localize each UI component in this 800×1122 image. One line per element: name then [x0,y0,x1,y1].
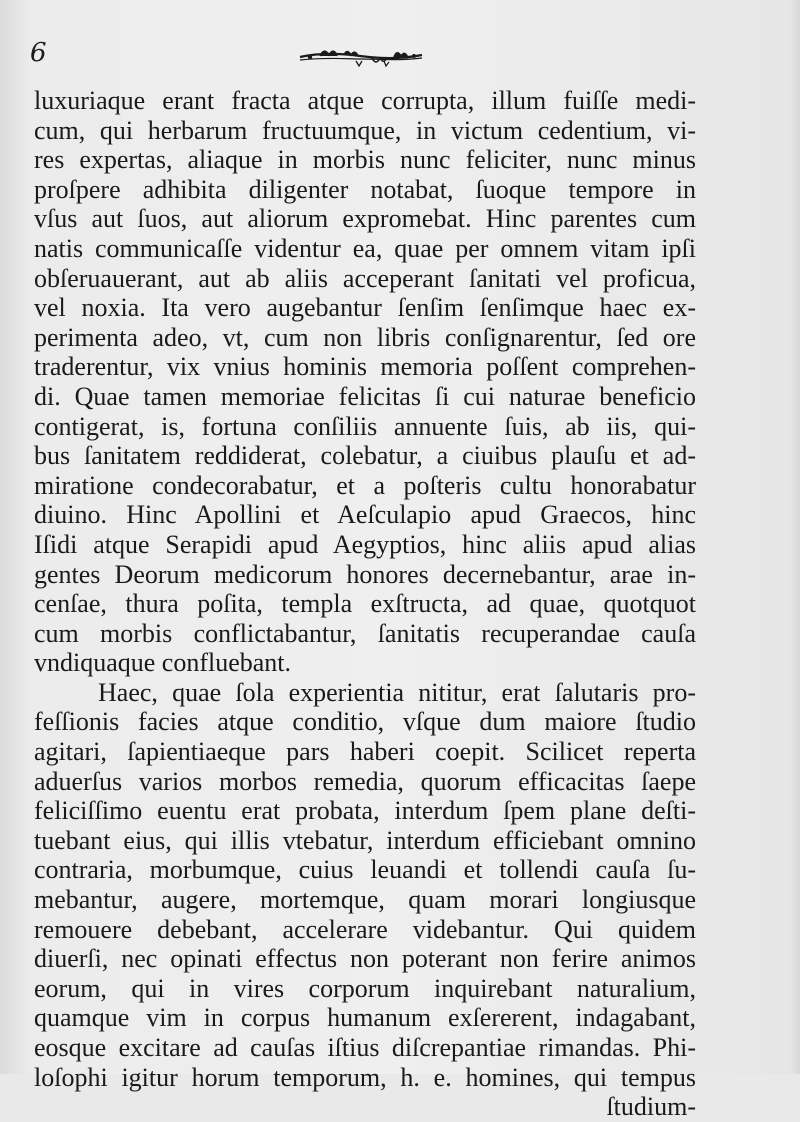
text-line: di. Quae tamen memoriae felicitas ſi cui naturae beneficio [34,381,696,411]
text-line: diuerſi, nec opinati effectus non poterant non ferire animos [34,944,696,974]
text-line: contigerat, is, fortuna conſiliis annuente ſuis, ab iis, qui- [34,411,696,441]
text-line: miratione condecorabatur, et a poſteris cultu honorabatur [34,470,696,500]
text-line: Iſidi atque Serapidi apud Aegyptios, hinc aliis apud alias [34,529,696,559]
text-line: diuino. Hinc Apollini et Aeſculapio apud Graecos, hinc [34,500,696,530]
text-line: feliciſſimo euentu erat probata, interdum ſpem plane deſti- [34,796,696,826]
page-number: 6 [30,38,47,68]
text-line: cum, qui herbarum fructuumque, in victum cedentium, vi- [34,115,696,145]
text-line: traderentur, vix vnius hominis memoria poſſent comprehen- [34,352,696,382]
text-line: Haec, quae ſola experientia nititur, erat ſalutaris pro- [98,677,696,707]
text-line: ſtudium- [606,1092,696,1122]
text-line: loſophi igitur horum temporum, h. e. homines, qui tempus [34,1062,696,1092]
text-line: cenſae, thura poſita, templa exſtructa, ad quae, quotquot [34,589,696,619]
text-line: vſus aut ſuos, aut aliorum expromebat. Hinc parentes cum [34,204,696,234]
text-line: res expertas, aliaque in morbis nunc feliciter, nunc minus [34,145,696,175]
text-line: bus ſanitatem reddiderat, colebatur, a ciuibus plauſu et ad- [34,441,696,471]
text-line: mebantur, augere, mortemque, quam morari longiusque [34,885,696,915]
text-line: luxuriaque erant fracta atque corrupta, illum fuiſſe medi- [34,86,696,115]
headpiece-ornament-icon [298,44,424,70]
text-line: contraria, morbumque, cuius leuandi et tollendi cauſa ſu- [34,855,696,885]
text-line: vel noxia. Ita vero augebantur ſenſim ſenſimque haec ex- [34,293,696,323]
text-line: quamque vim in corpus humanum exſererent, indagabant, [34,1003,696,1033]
text-line: vndiquaque confluebant. [34,648,292,678]
text-line: obſeruauerant, aut ab aliis acceperant ſanitati vel proficua, [34,263,696,293]
body-text [34,86,696,1122]
text-line: gentes Deorum medicorum honores decernebantur, arae in- [34,559,696,589]
text-line: eosque excitare ad cauſas iſtius diſcrepantiae rimandas. Phi- [34,1033,696,1062]
text-line: cum morbis conflictabantur, ſanitatis recuperandae cauſa [34,618,696,648]
text-line: eorum, qui in vires corporum inquirebant naturalium, [34,973,696,1003]
text-line: feſſionis facies atque conditio, vſque dum maiore ſtudio [34,707,696,737]
text-line: agitari, ſapientiaeque pars haberi coepit. Scilicet reperta [34,737,696,767]
text-line: remouere debebant, accelerare videbantur. Qui quidem [34,914,696,944]
text-line: natis communicaſſe videntur ea, quae per omnem vitam ipſi [34,233,696,263]
text-line: proſpere adhibita diligenter notabat, ſuoque tempore in [34,174,696,204]
text-line: tuebant eius, qui illis vtebatur, interdum efficiebant omnino [34,825,696,855]
text-line: aduerſus varios morbos remedia, quorum efficacitas ſaepe [34,766,696,796]
text-line: perimenta adeo, vt, cum non libris conſignarentur, ſed ore [34,322,696,352]
